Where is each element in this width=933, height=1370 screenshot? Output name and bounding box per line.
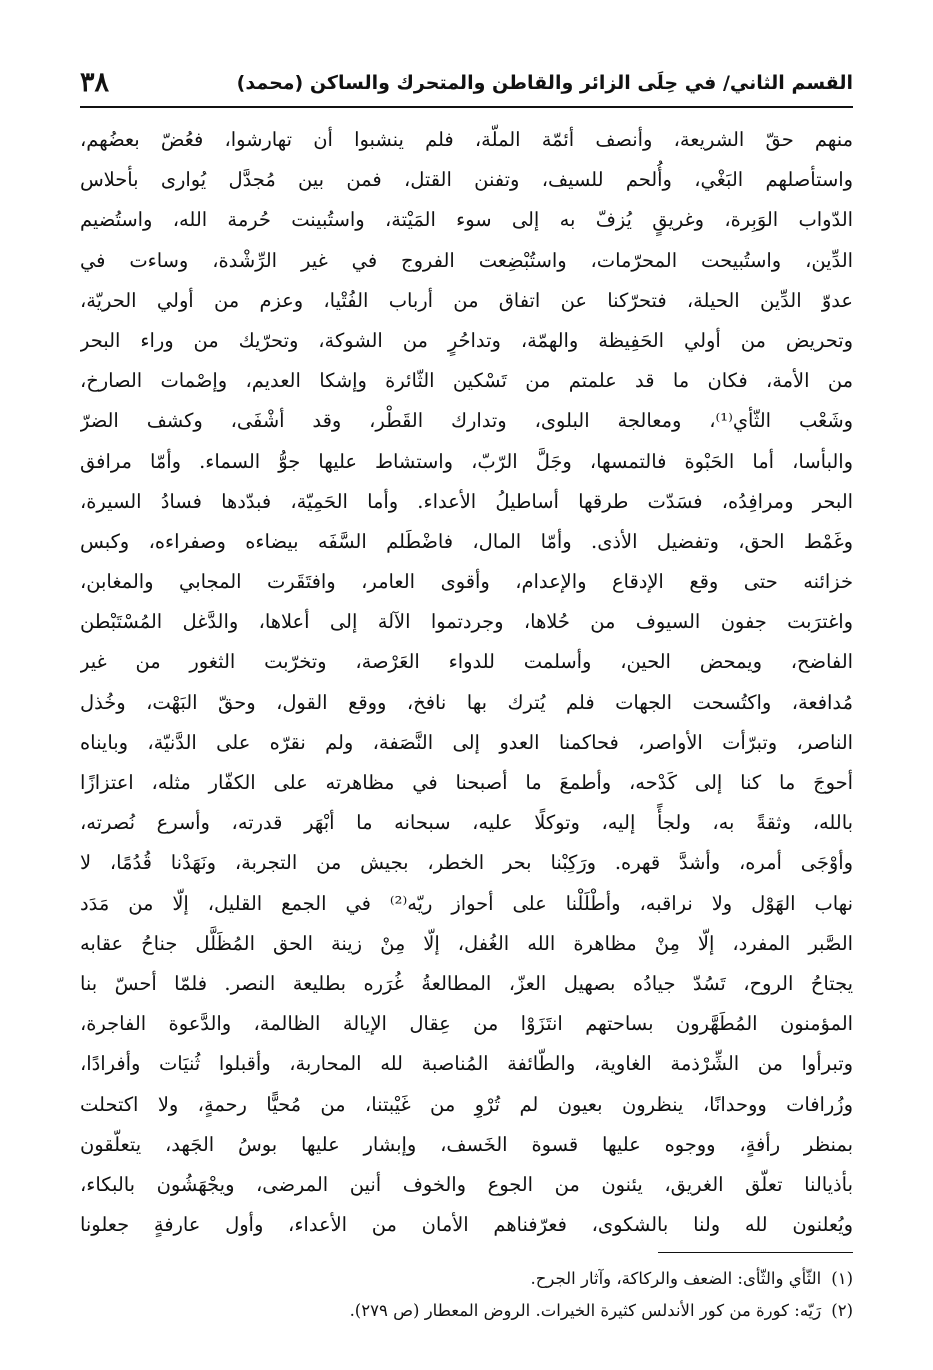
page-number: ٣٨ — [80, 67, 110, 98]
text-line: ويُعلنون لله ولنا بالشكوى، فعرّفناهم الأمان من الأعداء، وأول عارفةٍ جعلونا — [80, 1213, 853, 1237]
text-line: يجتاحُ الروح، تَسُدّ جيادُه بصهيل العزّ، المطالعةُ غُرَره بطليعة النصر. فلمّا أحسّ بنا — [80, 971, 853, 995]
text-line: وأوْجَى أمره، وأشدَّ قهره. ورَكِبْنا بحر الخطر، بجيش من التجربة، ونَهَدْنا قُدُمًا، لا — [80, 851, 853, 875]
footnote-2 — [80, 1295, 853, 1327]
text-line: أحوجَ ما كنا إلى كَدْحه، وأطمعَ ما أصبحنا في مظاهرته على الكفّار مثله، اعتزازًا — [80, 771, 853, 794]
text-line: عدوّ الدِّين الحيلة، فتحرّكنا عن اتفاق من أرباب الفُتْيا، وعزم من أولي الحريّة، — [80, 288, 853, 312]
footnote-1 — [80, 1263, 853, 1295]
text-line: الدّواب الوَبِرة، وغريقٍ يُزفّ به إلى سوء المَيْتة، واستُبينت حُرمة الله، واستُضيم — [80, 208, 853, 232]
text-line: وغَمْط الحق، وتفضيل الأذى. وأمّا المال، فاضْطَلم السَّفَه بيضاءه وصفراءه، وكبس — [80, 529, 853, 553]
text-line: الفاضح، ويمحض الحين، وأسلمت للدواء العَرْصة، وتخرّبت الثغور من غير — [80, 650, 853, 674]
text-line: واستأصلهم البَغْي، وأُلحم للسيف، وتفنن القتل، فمن بين مُجدَّل يُوارى بأحلاس — [80, 168, 853, 192]
body-text — [80, 120, 853, 1245]
text-line: بأذيالنا تعلّق الغريق، يئنون من الجوع والخوف أنين المرضى، ويجْهَشُون بالبكاء، — [80, 1172, 853, 1196]
header-rule — [80, 106, 853, 108]
text-line: الصَّبر المفرد، إلّا مِنْ مظاهرة الله الغُفل، إلّا مِنْ زينة الحق المُظَلَّل جناحُ عقابه — [80, 931, 853, 955]
footnotes — [80, 1263, 853, 1327]
text-line: والبأسا، أما الحَبْوة فالتمسها، وجَلَّ الرّبّ، واستشاط عليها جوُّ السماء. وأمّا مرافق — [80, 449, 853, 473]
footnote-rule — [658, 1252, 853, 1253]
footnote-text: الثّأي والثّأى: الضعف والركاكة، وآثار الجرح. — [530, 1269, 822, 1288]
footnote-marker: (٢) — [831, 1301, 853, 1320]
text-line: البحر ومرافِدُه، فسَدّت طرقها أساطيلُ الأعداء. وأما الحَمِيّة، فبدّدها فسادُ السيرة، — [80, 489, 853, 513]
text-line: الدِّين، واستُبيحت المحرّمات، واستُبْضِعت الفروج في غير الرِّشْدة، وساءت في — [80, 248, 853, 272]
footnote-text: رَيّه: كورة من كور الأندلس كثيرة الخيرات. الروض المعطار (ص ٢٧٩). — [349, 1301, 822, 1320]
text-line: وتحريض من أولي الحَفِيظة والهمّة، وتداحُرٍ من الشوكة، وتحرّيك من وراء البحر — [80, 328, 853, 352]
footnote-marker: (١) — [831, 1269, 853, 1288]
page-header — [80, 62, 853, 104]
text-line: بالله، وثقةً به، ولجأً إليه، وتوكلًا عليه، سبحانه ما أبْهَر قدرته، وأسرع نُصرته، — [80, 811, 853, 835]
text-line: نهاب الهَوْل ولا نراقبه، وأطْلَلْنا على أحواز ريّه⁽²⁾ في الجمع القليل، إلّا من مَدَد — [80, 891, 853, 915]
text-line: الناصر، وتبرّأت الأواصر، فحاكمنا العدو إلى النَّصَفة، ولم نقرّه على الدَّنيّة، وبايناه — [80, 730, 853, 754]
text-line: خزائنه حتى وقع الإدقاع والإعدام، وأقوى العامر، وافتَقَرت المجابي والمغابن، — [80, 570, 853, 594]
text-line: وشَعْب الثّأي⁽¹⁾، ومعالجة البلوى، وتدارك القَطْر، وقد أشْفَى، وكشف الضرّ — [80, 409, 853, 433]
text-line: مُدافعة، واكتُسحت الجهات فلم يُترك بها نافخ، ووقع القول، وحقّ البَهْت، وخُذل — [80, 690, 853, 714]
text-line: واغترَبت جفون السيوف من حُلاها، وجردتموا الآلة إلى أعلاها، والدَّغل المُسْتَبْطن — [80, 610, 853, 634]
running-title: القسم الثاني/ في حِلَى الزائر والقاطن والمتحرك والساكن (محمد) — [236, 72, 853, 94]
text-line: منهم حقّ الشريعة، وأنصف أئمّة الملّة، فلم ينشبوا أن تهارشوا، فعُضّ بعضُهم، — [80, 128, 853, 151]
text-line: من الأمة، فكان ما قد علمتم من تَسْكين الثّائرة وإشكا العديم، وإصْمات الصارخ، — [80, 369, 853, 393]
text-line: بمنظر رأفةٍ، ووجوه عليها قسوة الخَسف، وإبشار عليها بوسُ الجَهد، يتعلّقون — [80, 1132, 853, 1156]
text-line: وتبرأوا من الشِّرْذمة الغاوية، والطّائفة المُناصبة لله المحاربة، وأقبلوا ثُنيَات وأفرادًا، — [80, 1052, 853, 1076]
text-line: وزُرافات ووحدانًا، ينظرون بعيون لم تُرْوِ من غَيْبتنا، من مُحيًّا رحمةٍ، ولا اكتحلت — [80, 1092, 853, 1116]
text-line: المؤمنون المُطَهَّرون بساحتهم انتَزَوْا من عِقال الإيالة الظالمة، والدَّعوة الفاجرة، — [80, 1012, 853, 1036]
